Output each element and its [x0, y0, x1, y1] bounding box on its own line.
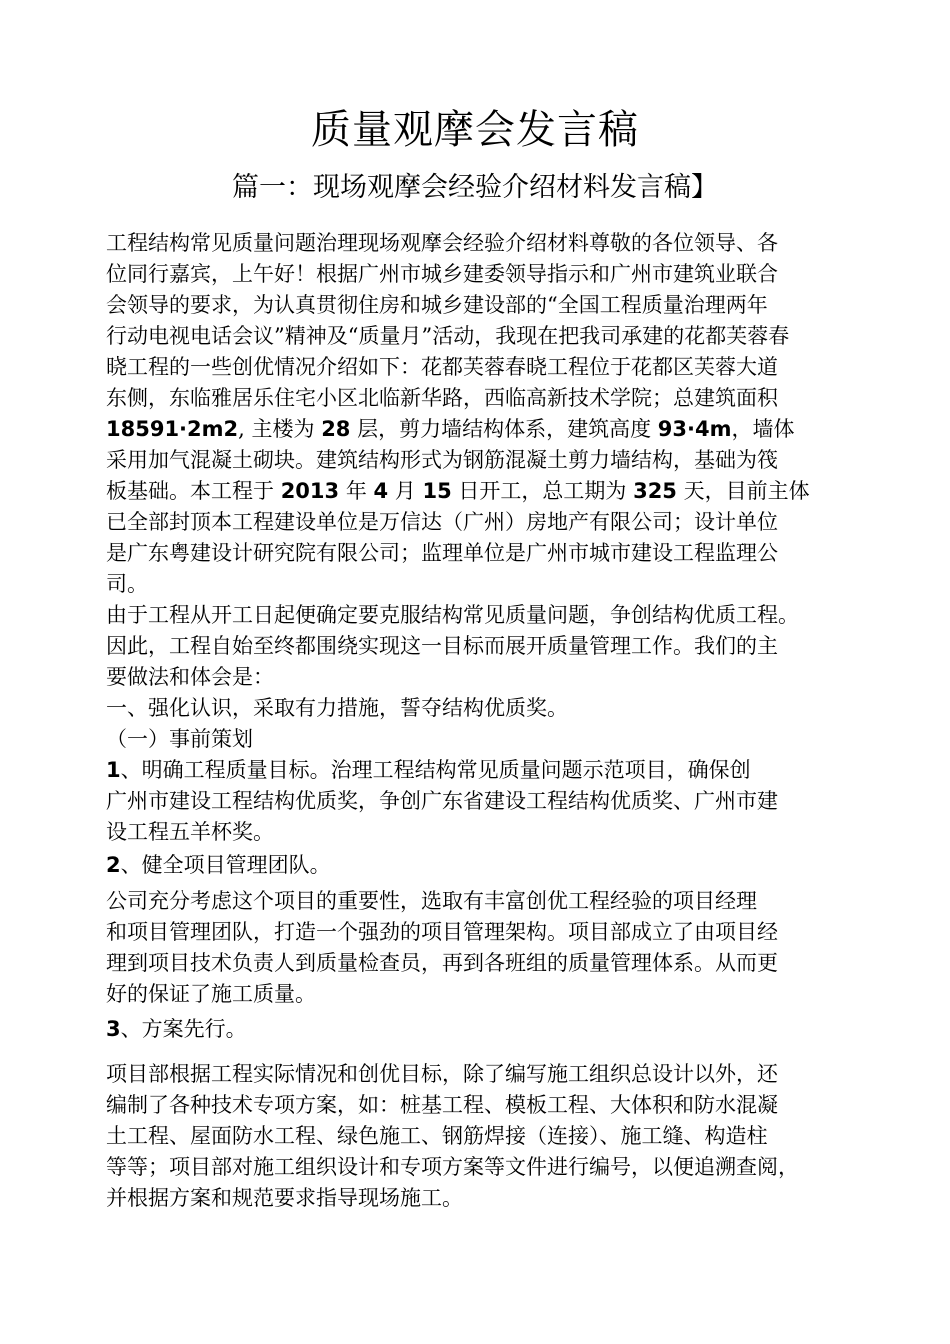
body-line: 工程结构常见质量问题治理现场观摩会经验介绍材料尊敬的各位领导、各: [106, 231, 778, 255]
body-line: 好的保证了施工质量。: [106, 982, 316, 1006]
body-line: 和项目管理团队，打造一个强劲的项目管理架构。项目部成立了由项目经: [106, 920, 778, 944]
body-line: 土工程、屋面防水工程、绿色施工、钢筋焊接（连接）、施工缝、构造柱: [106, 1124, 768, 1148]
body-line: 并根据方案和规范要求指导现场施工。: [106, 1186, 463, 1210]
body-line: 18591·2m2, 主楼为 28 层，剪力墙结构体系，建筑高度 93·4m，墙体: [106, 417, 795, 441]
body-line: 1、明确工程质量目标。治理工程结构常见质量问题示范项目，确保创: [106, 758, 751, 782]
body-line: 因此，工程自始至终都围绕实现这一目标而展开质量管理工作。我们的主: [106, 634, 778, 658]
document-subtitle: 篇一：现场观摩会经验介绍材料发言稿】: [232, 172, 718, 203]
body-line: 要做法和体会是：: [106, 665, 274, 689]
section-heading: 一、强化认识，采取有力措施，誓夺结构优质奖。: [106, 696, 568, 720]
body-line: 已全部封顶本工程建设单位是万信达（广州）房地产有限公司；设计单位: [106, 510, 778, 534]
body-line: 东侧，东临雅居乐住宅小区北临新华路，西临高新技术学院；总建筑面积: [106, 386, 778, 410]
body-line: 等等；项目部对施工组织设计和专项方案等文件进行编号，以便追溯查阅，: [106, 1155, 799, 1179]
body-line: 位同行嘉宾，上午好！根据广州市城乡建委领导指示和广州市建筑业联合: [106, 262, 778, 286]
body-line: 公司充分考虑这个项目的重要性，选取有丰富创优工程经验的项目经理: [106, 889, 757, 913]
body-line: 行动电视电话会议”精神及“质量月”活动，我现在把我司承建的花都芙蓉春: [106, 324, 790, 348]
body-line: 会领导的要求，为认真贯彻住房和城乡建设部的“全国工程质量治理两年: [106, 293, 768, 317]
document-title: 质量观摩会发言稿: [311, 107, 639, 153]
body-line: 广州市建设工程结构优质奖，争创广东省建设工程结构优质奖、广州市建: [106, 789, 778, 813]
body-line: 项目部根据工程实际情况和创优目标，除了编写施工组织总设计以外，还: [106, 1062, 778, 1086]
body-line: 晓工程的一些创优情况介绍如下：花都芙蓉春晓工程位于花都区芙蓉大道: [106, 355, 778, 379]
body-line: 板基础。本工程于 2013 年 4 月 15 日开工，总工期为 325 天，目前主体: [106, 479, 810, 503]
body-line: 编制了各种技术专项方案，如：桩基工程、模板工程、大体积和防水混凝: [106, 1093, 778, 1117]
body-line: 是广东粤建设计研究院有限公司；监理单位是广州市城市建设工程监理公: [106, 541, 778, 565]
subsection-heading: （一）事前策划: [106, 727, 253, 751]
item-heading: 2、健全项目管理团队。: [106, 853, 331, 877]
body-line: 司。: [106, 572, 148, 596]
body-line: 由于工程从开工日起便确定要克服结构常见质量问题，争创结构优质工程。: [106, 603, 799, 627]
body-line: 设工程五羊杯奖。: [106, 820, 274, 844]
body-line: 采用加气混凝土砌块。建筑结构形式为钢筋混凝土剪力墙结构，基础为筏: [106, 448, 778, 472]
item-heading: 3、方案先行。: [106, 1017, 247, 1041]
body-line: 理到项目技术负责人到质量检查员，再到各班组的质量管理体系。从而更: [106, 951, 778, 975]
